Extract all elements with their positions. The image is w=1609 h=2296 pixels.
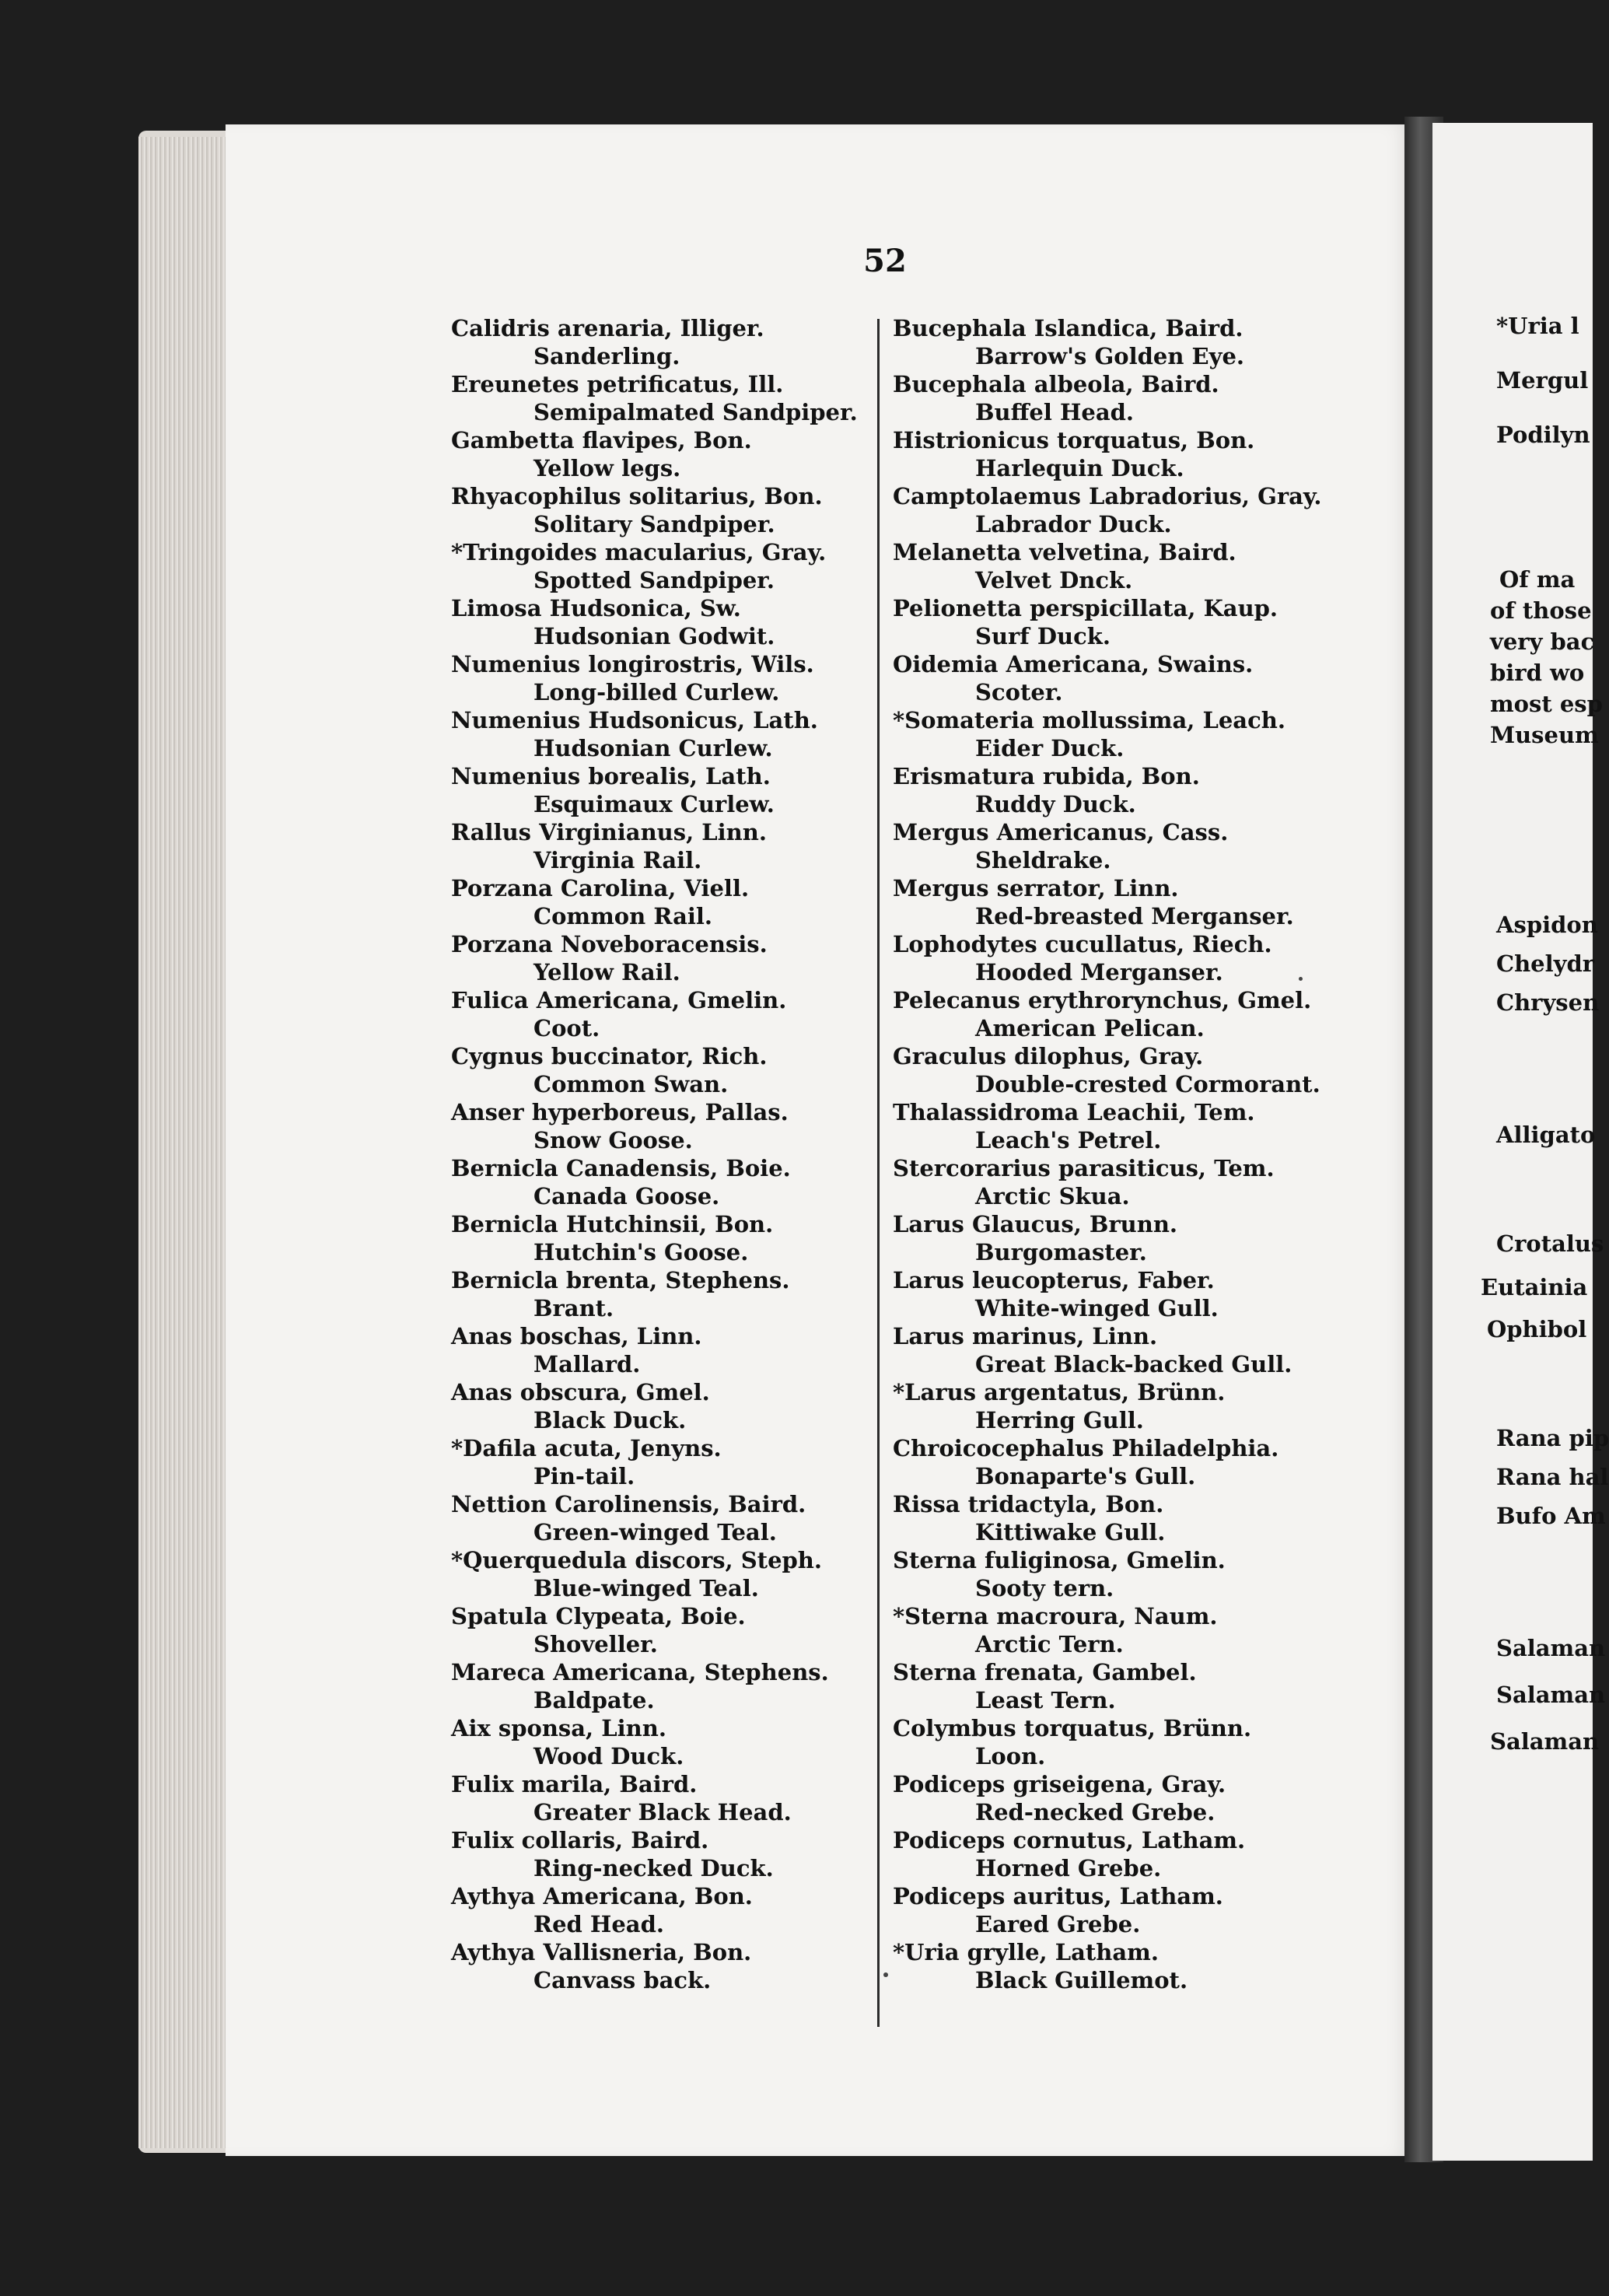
common-name: Black Guillemot. (975, 1967, 1188, 1993)
facing-page-line: Chrysen (1496, 989, 1600, 1016)
scientific-name: Pelionetta perspicillata, Kaup. (893, 595, 1278, 621)
species-entry (451, 1266, 871, 1322)
common-name: Red-breasted Merganser. (975, 903, 1294, 929)
facing-page-line: bird wo (1490, 660, 1585, 686)
species-entry (451, 1882, 871, 1938)
species-entry (893, 1154, 1390, 1210)
common-name: Arctic Skua. (975, 1183, 1130, 1209)
scientific-name: *Uria grylle, Latham. (893, 1939, 1159, 1965)
common-name: Ring-necked Duck. (533, 1855, 774, 1881)
scientific-name: Gambetta flavipes, Bon. (451, 427, 752, 453)
scientific-name: Ereunetes petrificatus, Ill. (451, 371, 784, 397)
common-name: Burgomaster. (975, 1239, 1147, 1265)
scientific-name: Larus Glaucus, Brunn. (893, 1211, 1178, 1237)
species-entry (893, 986, 1390, 1042)
facing-page-line: Museum (1490, 722, 1599, 748)
common-name: Yellow legs. (533, 455, 681, 481)
scientific-name: Porzana Noveboracensis. (451, 931, 768, 957)
scientific-name: Anas obscura, Gmel. (451, 1379, 710, 1405)
scientific-name: Fulix marila, Baird. (451, 1771, 698, 1797)
common-name: Horned Grebe. (975, 1855, 1162, 1881)
facing-page-line: Bufo Am (1496, 1503, 1606, 1529)
scientific-name: Erismatura rubida, Bon. (893, 763, 1200, 789)
scientific-name: Rhyacophilus solitarius, Bon. (451, 483, 823, 509)
species-entry (451, 1938, 871, 1994)
common-name: Canvass back. (533, 1967, 712, 1993)
common-name: Pin-tail. (533, 1463, 635, 1489)
facing-page-line: Of ma (1499, 566, 1576, 593)
common-name: Eared Grebe. (975, 1911, 1141, 1937)
common-name: Kittiwake Gull. (975, 1519, 1166, 1545)
species-entry (893, 650, 1390, 706)
species-entry (893, 762, 1390, 818)
scientific-name: Cygnus buccinator, Rich. (451, 1043, 768, 1069)
common-name: Snow Goose. (533, 1127, 693, 1153)
common-name: Labrador Duck. (975, 511, 1172, 537)
species-entry (451, 1322, 871, 1378)
species-entry (893, 1322, 1390, 1378)
scientific-name: Thalassidroma Leachii, Tem. (893, 1099, 1255, 1125)
scientific-name: Fulix collaris, Baird. (451, 1827, 709, 1853)
scientific-name: Nettion Carolinensis, Baird. (451, 1491, 806, 1517)
common-name: Hooded Merganser. (975, 959, 1223, 985)
scientific-name: Histrionicus torquatus, Bon. (893, 427, 1255, 453)
species-entry (451, 986, 871, 1042)
facing-page-line: of those (1490, 597, 1592, 624)
common-name: Hutchin's Goose. (533, 1239, 749, 1265)
species-entry (893, 818, 1390, 874)
common-name: Brant. (533, 1295, 614, 1321)
common-name: Shoveller. (533, 1631, 658, 1657)
species-entry (893, 1378, 1390, 1434)
common-name: Coot. (533, 1015, 600, 1041)
species-entry (893, 1938, 1390, 1994)
scientific-name: *Larus argentatus, Brünn. (893, 1379, 1226, 1405)
common-name: Least Tern. (975, 1687, 1116, 1713)
species-entry (893, 1770, 1390, 1826)
common-name: Solitary Sandpiper. (533, 511, 775, 537)
common-name: Hudsonian Godwit. (533, 623, 775, 649)
common-name: Arctic Tern. (975, 1631, 1124, 1657)
common-name: Surf Duck. (975, 623, 1111, 649)
scientific-name: Podiceps auritus, Latham. (893, 1883, 1223, 1909)
common-name: Wood Duck. (533, 1743, 684, 1769)
common-name: Harlequin Duck. (975, 455, 1184, 481)
common-name: Esquimaux Curlew. (533, 791, 775, 817)
species-entry (451, 1154, 871, 1210)
scientific-name: Colymbus torquatus, Brünn. (893, 1715, 1252, 1741)
facing-page-line: Salaman (1496, 1635, 1606, 1661)
scientific-name: Sterna fuliginosa, Gmelin. (893, 1547, 1226, 1573)
species-entry (893, 314, 1390, 370)
species-entry (893, 930, 1390, 986)
species-entry (893, 538, 1390, 594)
common-name: American Pelican. (975, 1015, 1205, 1041)
scientific-name: Bernicla brenta, Stephens. (451, 1267, 790, 1293)
common-name: White-winged Gull. (975, 1295, 1219, 1321)
species-entry (451, 1210, 871, 1266)
species-entry (893, 1826, 1390, 1882)
common-name: Velvet Dnck. (975, 567, 1133, 593)
scientific-name: Mergus serrator, Linn. (893, 875, 1179, 901)
scientific-name: Fulica Americana, Gmelin. (451, 987, 787, 1013)
species-entry (451, 818, 871, 874)
facing-page-line: *Uria l (1496, 313, 1579, 339)
common-name: Common Rail. (533, 903, 713, 929)
species-entry (893, 1490, 1390, 1546)
species-entry (451, 706, 871, 762)
scientific-name: Rissa tridactyla, Bon. (893, 1491, 1164, 1517)
species-entry (451, 1490, 871, 1546)
species-entry (893, 1042, 1390, 1098)
common-name: Semipalmated Sandpiper. (533, 399, 858, 425)
species-entry (451, 1658, 871, 1714)
common-name: Red Head. (533, 1911, 664, 1937)
scientific-name: Spatula Clypeata, Boie. (451, 1603, 746, 1629)
common-name: Double-crested Cormorant. (975, 1071, 1320, 1097)
common-name: Mallard. (533, 1351, 641, 1377)
common-name: Sooty tern. (975, 1575, 1114, 1601)
scientific-name: Larus marinus, Linn. (893, 1323, 1158, 1349)
species-entry (893, 1882, 1390, 1938)
facing-page-line: Alligato (1496, 1122, 1596, 1148)
scientific-name: Bucephala albeola, Baird. (893, 371, 1219, 397)
column-divider (877, 319, 880, 2027)
scientific-name: Rallus Virginianus, Linn. (451, 819, 767, 845)
ink-speck (1299, 977, 1303, 981)
scientific-name: Numenius Hudsonicus, Lath. (451, 707, 818, 733)
scientific-name: Mareca Americana, Stephens. (451, 1659, 829, 1685)
ink-speck (883, 1972, 888, 1977)
common-name: Green-winged Teal. (533, 1519, 777, 1545)
species-entry (893, 874, 1390, 930)
species-entry (893, 426, 1390, 482)
species-entry (451, 426, 871, 482)
species-entry (451, 1714, 871, 1770)
scientific-name: *Dafila acuta, Jenyns. (451, 1435, 722, 1461)
scientific-name: Camptolaemus Labradorius, Gray. (893, 483, 1322, 509)
scientific-name: Chroicocephalus Philadelphia. (893, 1435, 1279, 1461)
scientific-name: *Tringoides macularius, Gray. (451, 539, 827, 565)
common-name: Eider Duck. (975, 735, 1125, 761)
scientific-name: Aix sponsa, Linn. (451, 1715, 666, 1741)
common-name: Yellow Rail. (533, 959, 680, 985)
scientific-name: Aythya Vallisneria, Bon. (451, 1939, 752, 1965)
common-name: Hudsonian Curlew. (533, 735, 773, 761)
facing-page-line: most esp (1490, 691, 1603, 717)
facing-page-line: Salaman (1496, 1682, 1606, 1708)
species-entry (893, 1546, 1390, 1602)
left-column (451, 314, 871, 1994)
scientific-name: Lophodytes cucullatus, Riech. (893, 931, 1272, 957)
species-entry (451, 594, 871, 650)
scientific-name: Pelecanus erythrorynchus, Gmel. (893, 987, 1312, 1013)
species-entry (451, 930, 871, 986)
page-number: 52 (863, 243, 907, 279)
scientific-name: *Somateria mollussima, Leach. (893, 707, 1285, 733)
scientific-name: Larus leucopterus, Faber. (893, 1267, 1215, 1293)
scientific-name: Anas boschas, Linn. (451, 1323, 702, 1349)
species-entry (451, 1378, 871, 1434)
species-entry (451, 370, 871, 426)
common-name: Barrow's Golden Eye. (975, 343, 1245, 369)
page-edges (138, 137, 232, 2148)
common-name: Canada Goose. (533, 1183, 720, 1209)
species-entry (893, 1602, 1390, 1658)
facing-page-line: Podilyn (1496, 422, 1590, 448)
common-name: Common Swan. (533, 1071, 729, 1097)
common-name: Sheldrake. (975, 847, 1111, 873)
species-entry (893, 1434, 1390, 1490)
species-entry (893, 370, 1390, 426)
scientific-name: Podiceps griseigena, Gray. (893, 1771, 1226, 1797)
common-name: Greater Black Head. (533, 1799, 792, 1825)
species-entry (451, 1602, 871, 1658)
common-name: Blue-winged Teal. (533, 1575, 759, 1601)
scientific-name: Bernicla Canadensis, Boie. (451, 1155, 791, 1181)
species-entry (451, 1770, 871, 1826)
common-name: Herring Gull. (975, 1407, 1144, 1433)
facing-page-line: Rana hal (1496, 1464, 1609, 1490)
common-name: Bonaparte's Gull. (975, 1463, 1196, 1489)
common-name: Loon. (975, 1743, 1046, 1769)
scientific-name: Bucephala Islandica, Baird. (893, 315, 1243, 341)
species-entry (893, 1714, 1390, 1770)
common-name: Great Black-backed Gull. (975, 1351, 1292, 1377)
scientific-name: Calidris arenaria, Illiger. (451, 315, 764, 341)
scientific-name: *Querquedula discors, Steph. (451, 1547, 822, 1573)
scientific-name: Podiceps cornutus, Latham. (893, 1827, 1246, 1853)
facing-page-line: Mergul (1496, 367, 1589, 394)
common-name: Baldpate. (533, 1687, 655, 1713)
common-name: Virginia Rail. (533, 847, 702, 873)
facing-page-line: Crotalus (1496, 1230, 1604, 1257)
scientific-name: Numenius longirostris, Wils. (451, 651, 814, 677)
species-entry (451, 874, 871, 930)
common-name: Spotted Sandpiper. (533, 567, 775, 593)
scientific-name: Anser hyperboreus, Pallas. (451, 1099, 789, 1125)
right-column (893, 314, 1390, 1994)
species-entry (451, 762, 871, 818)
species-entry (451, 1546, 871, 1602)
species-entry (451, 650, 871, 706)
species-entry (893, 1210, 1390, 1266)
scientific-name: Melanetta velvetina, Baird. (893, 539, 1236, 565)
species-entry (451, 482, 871, 538)
species-entry (451, 1434, 871, 1490)
species-entry (451, 1098, 871, 1154)
scientific-name: Numenius borealis, Lath. (451, 763, 771, 789)
common-name: Buffel Head. (975, 399, 1134, 425)
species-entry (451, 538, 871, 594)
scientific-name: Limosa Hudsonica, Sw. (451, 595, 741, 621)
scientific-name: Aythya Americana, Bon. (451, 1883, 753, 1909)
facing-page-line: Ophibol (1487, 1316, 1587, 1342)
scientific-name: Oidemia Americana, Swains. (893, 651, 1254, 677)
common-name: Red-necked Grebe. (975, 1799, 1215, 1825)
scientific-name: Bernicla Hutchinsii, Bon. (451, 1211, 774, 1237)
facing-page-line: Rana pip (1496, 1425, 1609, 1451)
species-entry (451, 314, 871, 370)
common-name: Black Duck. (533, 1407, 687, 1433)
facing-page-line: Eutainia (1481, 1274, 1588, 1300)
species-entry (451, 1042, 871, 1098)
species-entry (893, 594, 1390, 650)
scientific-name: Sterna frenata, Gambel. (893, 1659, 1197, 1685)
common-name: Sanderling. (533, 343, 680, 369)
common-name: Long-billed Curlew. (533, 679, 780, 705)
common-name: Ruddy Duck. (975, 791, 1136, 817)
facing-page-line: Chelydr (1496, 950, 1595, 977)
facing-page-line: Salaman (1490, 1728, 1600, 1755)
scientific-name: Stercorarius parasiticus, Tem. (893, 1155, 1275, 1181)
facing-page-line: Aspidon (1496, 912, 1598, 938)
species-entry (893, 706, 1390, 762)
common-name: Scoter. (975, 679, 1063, 705)
scientific-name: Graculus dilophus, Gray. (893, 1043, 1204, 1069)
species-entry (893, 1266, 1390, 1322)
species-entry (893, 1658, 1390, 1714)
scientific-name: Porzana Carolina, Viell. (451, 875, 750, 901)
scientific-name: Mergus Americanus, Cass. (893, 819, 1229, 845)
facing-page-line: very bac (1490, 628, 1595, 655)
species-entry (451, 1826, 871, 1882)
species-entry (893, 1098, 1390, 1154)
species-entry (893, 482, 1390, 538)
common-name: Leach's Petrel. (975, 1127, 1162, 1153)
scientific-name: *Sterna macroura, Naum. (893, 1603, 1218, 1629)
